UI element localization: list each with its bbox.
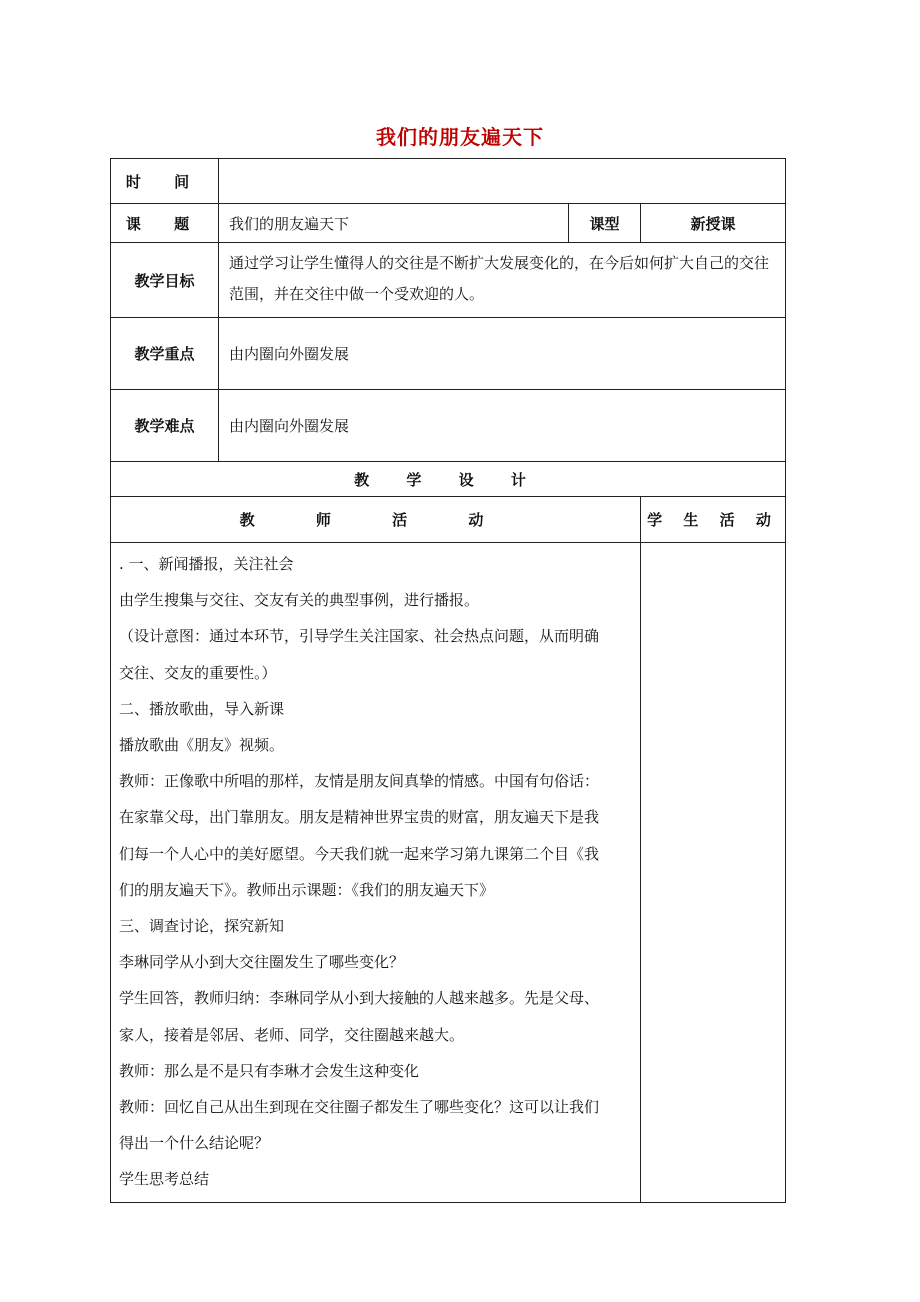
student-activity-header: 学 生 活 动 xyxy=(641,497,786,543)
teacher-line: 教师：那么是不是只有李琳才会发生这种变化 xyxy=(119,1061,420,1080)
type-value: 新授课 xyxy=(641,204,786,243)
row-activity-content xyxy=(111,543,786,1203)
teacher-line: 学生回答，教师归纳：李琳同学从小到大接触的人越来越多。先是父母、 xyxy=(119,989,600,1008)
row-topic xyxy=(111,204,786,243)
teacher-line: 播放歌曲《朋友》视频。 xyxy=(119,736,285,755)
teacher-line: 教师：回忆自己从出生到现在交往圈子都发生了哪些变化？这可以让我们 xyxy=(119,1098,600,1117)
difficulty-value: 由内圈向外圈发展 xyxy=(219,390,786,462)
topic-label: 课 题 xyxy=(125,214,204,233)
row-goal xyxy=(111,243,786,318)
row-key xyxy=(111,318,786,390)
topic-label-cell xyxy=(111,204,219,243)
teacher-line: 由学生搜集与交往、交友有关的典型事例，进行播报。 xyxy=(119,591,480,610)
difficulty-label: 教学难点 xyxy=(111,390,219,462)
goal-value: 通过学习让学生懂得人的交往是不断扩大发展变化的，在今后如何扩大自己的交往范围，并在交往中做一个受欢迎的人。 xyxy=(219,243,786,318)
time-label: 时 间 xyxy=(125,172,204,191)
teacher-line: 二、播放歌曲，导入新课 xyxy=(119,699,285,718)
teacher-line: 家人，接着是邻居、老师、同学，交往圈越来越大。 xyxy=(119,1025,465,1044)
teacher-line: 教师：正像歌中所唱的那样，友情是朋友间真挚的情感。中国有句俗话： xyxy=(119,772,600,791)
topic-value: 我们的朋友遍天下 xyxy=(219,204,569,243)
row-activity-header xyxy=(111,497,786,543)
teacher-activity-header: 教 师 活 动 xyxy=(111,497,641,543)
teacher-line: 李琳同学从小到大交往圈发生了哪些变化？ xyxy=(119,953,405,972)
key-label: 教学重点 xyxy=(111,318,219,390)
teacher-line: （设计意图：通过本环节，引导学生关注国家、社会热点问题，从而明确 xyxy=(119,627,600,646)
row-time xyxy=(111,159,786,204)
teacher-line: 学生思考总结 xyxy=(119,1170,210,1189)
goal-label: 教学目标 xyxy=(111,243,219,318)
teacher-line: 交往、交友的重要性。） xyxy=(119,663,277,682)
time-value xyxy=(219,159,786,204)
type-label: 课型 xyxy=(569,204,641,243)
teacher-line: 们每一个人心中的美好愿望。今天我们就一起来学习第九课第二个目《我 xyxy=(119,844,600,863)
row-difficulty xyxy=(111,390,786,462)
lesson-plan-table xyxy=(110,158,786,1203)
teacher-activity-content xyxy=(111,543,641,1203)
key-value: 由内圈向外圈发展 xyxy=(219,318,786,390)
teacher-line: . 一、新闻播报，关注社会 xyxy=(119,555,294,573)
student-activity-content xyxy=(641,543,786,1203)
teacher-line: 三、调查讨论，探究新知 xyxy=(119,917,285,936)
time-label-cell xyxy=(111,159,219,204)
row-design-header xyxy=(111,462,786,497)
teacher-line: 们的朋友遍天下》。教师出示课题：《我们的朋友遍天下》 xyxy=(119,880,495,899)
design-header: 教 学 设 计 xyxy=(111,462,786,497)
document-title: 我们的朋友遍天下 xyxy=(376,125,544,149)
teacher-line: 得出一个什么结论呢？ xyxy=(119,1134,270,1153)
teacher-line: 在家靠父母，出门靠朋友。朋友是精神世界宝贵的财富，朋友遍天下是我 xyxy=(119,808,600,827)
